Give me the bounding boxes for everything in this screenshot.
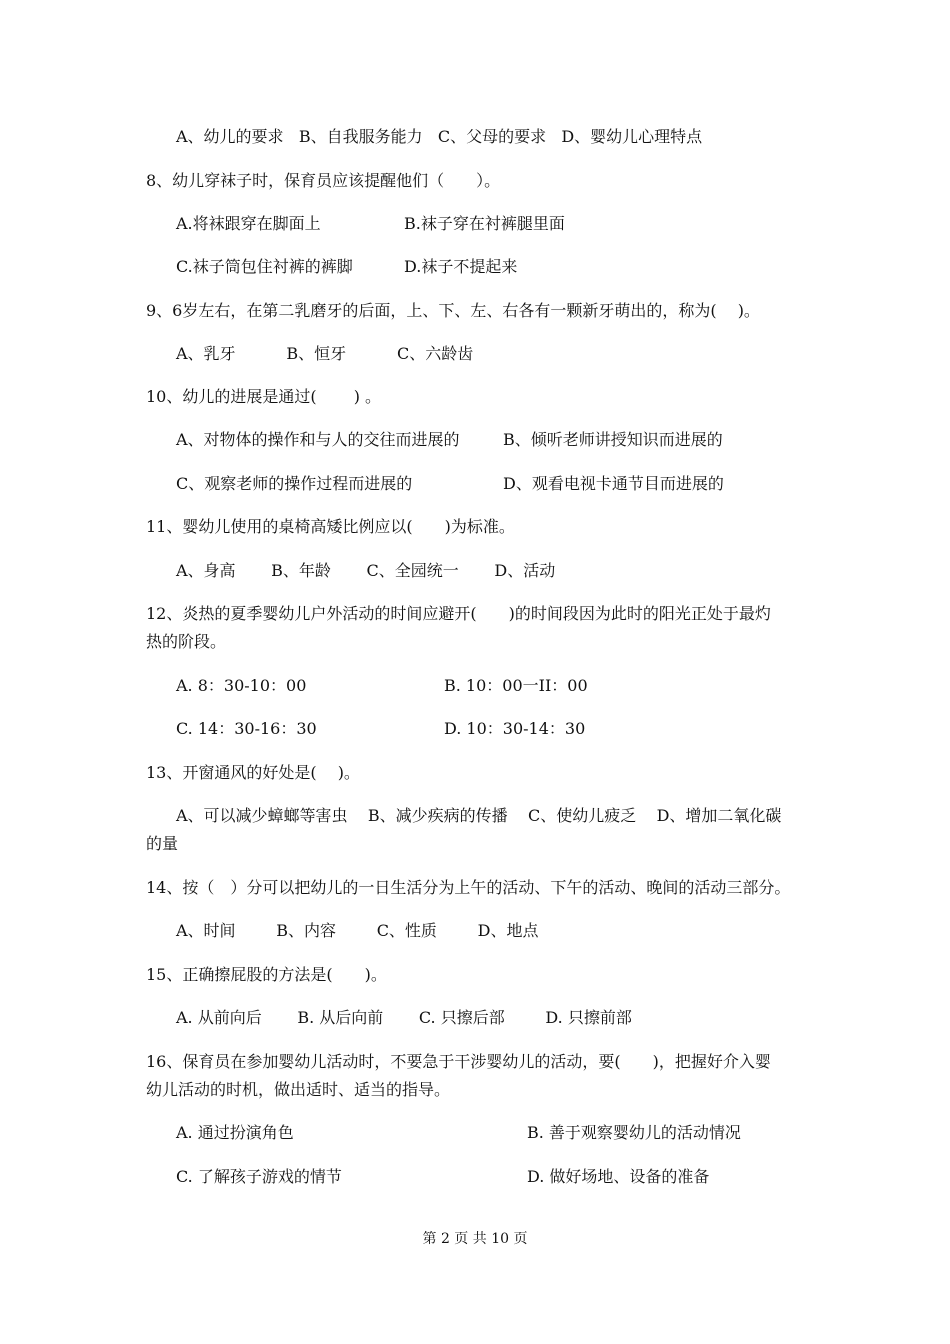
q15-options: A. 从前向后 B. 从后向前 C. 只擦后部 D. 只擦前部 [176,1008,632,1027]
q8-option-b: B.袜子穿在衬裤腿里面 [404,214,565,233]
q10-option-c: C、观察老师的操作过程而进展的 [176,474,413,493]
q8-option-c: C.袜子筒包住衬裤的裤脚 [176,257,353,276]
q13-options-line1: A、可以减少蟑螂等害虫 B、减少疾病的传播 C、使幼儿疲乏 D、增加二氧化碳 [176,806,782,825]
q13-options-line2: 的量 [146,834,179,853]
q16-option-d: D. 做好场地、设备的准备 [527,1167,710,1186]
q9-options: A、乳牙 B、恒牙 C、六龄齿 [176,344,474,363]
q8-option-d: D.袜子不提起来 [404,257,518,276]
q12-stem-line2: 热的阶段。 [146,632,227,651]
q11-stem: 11、婴幼儿使用的桌椅高矮比例应以( )为标准。 [146,517,515,536]
q11-options: A、身高 B、年龄 C、全园统一 D、活动 [176,561,556,580]
q7-options: A、幼儿的要求 B、自我服务能力 C、父母的要求 D、婴幼儿心理特点 [176,127,703,146]
q13-stem: 13、开窗通风的好处是( )。 [146,763,360,782]
q16-option-a: A. 通过扮演角色 [176,1123,294,1142]
q15-stem: 15、正确擦屁股的方法是( )。 [146,965,387,984]
q10-stem: 10、幼儿的进展是通过( ) 。 [146,387,382,406]
q10-option-b: B、倾听老师讲授知识而进展的 [503,430,723,449]
q9-stem: 9、6岁左右，在第二乳磨牙的后面，上、下、左、右各有一颗新牙萌出的，称为( )。 [146,301,760,320]
q16-stem-line1: 16、保育员在参加婴幼儿活动时，不要急于干涉婴幼儿的活动，要( )，把握好介入婴 [146,1052,771,1071]
q8-stem: 8、幼儿穿袜子时，保育员应该提醒他们（ ）。 [146,171,501,190]
q16-stem-line2: 幼儿活动的时机，做出适时、适当的指导。 [146,1080,451,1099]
q14-stem: 14、按（ ）分可以把幼儿的一日生活分为上午的活动、下午的活动、晚间的活动三部分。 [146,878,791,897]
q10-option-d: D、观看电视卡通节目而进展的 [503,474,724,493]
q12-option-c: C. 14：30-16：30 [176,719,317,738]
page-footer: 第 2 页 共 10 页 [422,1231,528,1247]
q16-option-b: B. 善于观察婴幼儿的活动情况 [527,1123,741,1142]
q14-options: A、时间 B、内容 C、性质 D、地点 [176,921,539,940]
q16-option-c: C. 了解孩子游戏的情节 [176,1167,342,1186]
q8-option-a: A.将袜跟穿在脚面上 [176,214,321,233]
q10-option-a: A、对物体的操作和与人的交往而进展的 [176,430,460,449]
q12-option-b: B. 10：00一II：00 [444,676,588,695]
q12-option-a: A. 8：30-10：00 [176,676,307,695]
q12-stem-line1: 12、炎热的夏季婴幼儿户外活动的时间应避开( )的时间段因为此时的阳光正处于最灼 [146,604,771,623]
q12-option-d: D. 10：30-14：30 [444,719,586,738]
